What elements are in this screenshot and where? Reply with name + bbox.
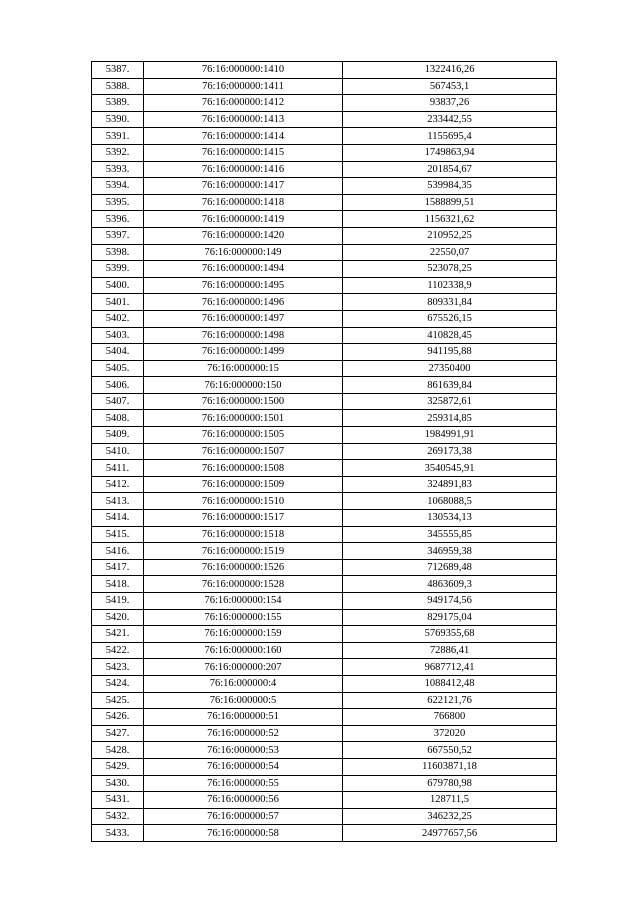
row-number-cell: 5419.: [92, 593, 144, 610]
cadastral-value-cell: 1088412,48: [343, 675, 557, 692]
cadastral-number-cell: 76:16:000000:1412: [144, 95, 343, 112]
table-row: [92, 675, 557, 692]
table-row: [92, 261, 557, 278]
cadastral-value-cell: 22550,07: [343, 244, 557, 261]
cadastral-value-cell: 72886,41: [343, 642, 557, 659]
cadastral-number-cell: 76:16:000000:1413: [144, 111, 343, 128]
cadastral-value-cell: 5769355,68: [343, 626, 557, 643]
cadastral-number-cell: 76:16:000000:1416: [144, 161, 343, 178]
cadastral-value-cell: 1588899,51: [343, 194, 557, 211]
cadastral-value-cell: 949174,56: [343, 593, 557, 610]
row-number-cell: 5400.: [92, 277, 144, 294]
cadastral-number-cell: 76:16:000000:1420: [144, 227, 343, 244]
table-row: [92, 709, 557, 726]
table-row: [92, 692, 557, 709]
cadastral-value-cell: 128711,5: [343, 792, 557, 809]
cadastral-value-cell: 809331,84: [343, 294, 557, 311]
table-row: [92, 443, 557, 460]
cadastral-number-cell: 76:16:000000:1495: [144, 277, 343, 294]
table-row: [92, 128, 557, 145]
cadastral-value-cell: 24977657,56: [343, 825, 557, 842]
row-number-cell: 5418.: [92, 576, 144, 593]
row-number-cell: 5423.: [92, 659, 144, 676]
cadastral-number-cell: 76:16:000000:58: [144, 825, 343, 842]
row-number-cell: 5425.: [92, 692, 144, 709]
table-row: [92, 277, 557, 294]
table-row: [92, 211, 557, 228]
cadastral-number-cell: 76:16:000000:1507: [144, 443, 343, 460]
cadastral-number-cell: 76:16:000000:207: [144, 659, 343, 676]
cadastral-value-cell: 93837,26: [343, 95, 557, 112]
table-row: [92, 593, 557, 610]
table-row: [92, 510, 557, 527]
cadastral-value-cell: 233442,55: [343, 111, 557, 128]
row-number-cell: 5390.: [92, 111, 144, 128]
row-number-cell: 5416.: [92, 543, 144, 560]
table-row: [92, 161, 557, 178]
cadastral-number-cell: 76:16:000000:1501: [144, 410, 343, 427]
cadastral-number-cell: 76:16:000000:155: [144, 609, 343, 626]
table-row: [92, 95, 557, 112]
cadastral-number-cell: 76:16:000000:56: [144, 792, 343, 809]
cadastral-value-cell: 372020: [343, 725, 557, 742]
row-number-cell: 5415.: [92, 526, 144, 543]
cadastral-number-cell: 76:16:000000:1494: [144, 261, 343, 278]
table-row: [92, 576, 557, 593]
cadastral-number-cell: 76:16:000000:160: [144, 642, 343, 659]
table-row: [92, 310, 557, 327]
table-row: [92, 825, 557, 842]
row-number-cell: 5422.: [92, 642, 144, 659]
row-number-cell: 5387.: [92, 62, 144, 79]
cadastral-value-cell: 130534,13: [343, 510, 557, 527]
row-number-cell: 5406.: [92, 377, 144, 394]
row-number-cell: 5395.: [92, 194, 144, 211]
cadastral-number-cell: 76:16:000000:1510: [144, 493, 343, 510]
row-number-cell: 5421.: [92, 626, 144, 643]
cadastral-number-cell: 76:16:000000:57: [144, 808, 343, 825]
table-row: [92, 360, 557, 377]
cadastral-value-cell: 324891,83: [343, 476, 557, 493]
table-row: [92, 742, 557, 759]
table-body: [92, 62, 557, 842]
cadastral-number-cell: 76:16:000000:4: [144, 675, 343, 692]
cadastral-value-cell: 11603871,18: [343, 758, 557, 775]
cadastral-value-cell: 622121,76: [343, 692, 557, 709]
cadastral-number-cell: 76:16:000000:1411: [144, 78, 343, 95]
table-row: [92, 543, 557, 560]
table-row: [92, 559, 557, 576]
row-number-cell: 5402.: [92, 310, 144, 327]
cadastral-value-cell: 3540545,91: [343, 460, 557, 477]
cadastral-number-cell: 76:16:000000:1496: [144, 294, 343, 311]
cadastral-number-cell: 76:16:000000:1528: [144, 576, 343, 593]
table-row: [92, 244, 557, 261]
cadastral-number-cell: 76:16:000000:1417: [144, 178, 343, 195]
cadastral-value-cell: 1102338,9: [343, 277, 557, 294]
cadastral-value-cell: 325872,61: [343, 393, 557, 410]
row-number-cell: 5420.: [92, 609, 144, 626]
cadastral-value-cell: 675526,15: [343, 310, 557, 327]
row-number-cell: 5401.: [92, 294, 144, 311]
table-row: [92, 393, 557, 410]
table-row: [92, 476, 557, 493]
row-number-cell: 5405.: [92, 360, 144, 377]
cadastral-number-cell: 76:16:000000:51: [144, 709, 343, 726]
table-row: [92, 642, 557, 659]
row-number-cell: 5429.: [92, 758, 144, 775]
row-number-cell: 5392.: [92, 144, 144, 161]
row-number-cell: 5430.: [92, 775, 144, 792]
cadastral-number-cell: 76:16:000000:55: [144, 775, 343, 792]
row-number-cell: 5389.: [92, 95, 144, 112]
cadastral-number-cell: 76:16:000000:1415: [144, 144, 343, 161]
row-number-cell: 5428.: [92, 742, 144, 759]
row-number-cell: 5399.: [92, 261, 144, 278]
row-number-cell: 5407.: [92, 393, 144, 410]
table-row: [92, 659, 557, 676]
cadastral-number-cell: 76:16:000000:1519: [144, 543, 343, 560]
cadastral-value-cell: 1155695,4: [343, 128, 557, 145]
cadastral-value-cell: 259314,85: [343, 410, 557, 427]
cadastral-number-cell: 76:16:000000:1508: [144, 460, 343, 477]
table-row: [92, 609, 557, 626]
row-number-cell: 5409.: [92, 427, 144, 444]
cadastral-number-cell: 76:16:000000:54: [144, 758, 343, 775]
row-number-cell: 5427.: [92, 725, 144, 742]
table-row: [92, 808, 557, 825]
cadastral-value-cell: 4863609,3: [343, 576, 557, 593]
cadastral-number-cell: 76:16:000000:1410: [144, 62, 343, 79]
table-row: [92, 178, 557, 195]
table-row: [92, 792, 557, 809]
table-row: [92, 427, 557, 444]
table-row: [92, 626, 557, 643]
table-row: [92, 758, 557, 775]
table-row: [92, 377, 557, 394]
cadastral-number-cell: 76:16:000000:1500: [144, 393, 343, 410]
row-number-cell: 5433.: [92, 825, 144, 842]
cadastral-number-cell: 76:16:000000:1518: [144, 526, 343, 543]
table-row: [92, 493, 557, 510]
row-number-cell: 5394.: [92, 178, 144, 195]
row-number-cell: 5398.: [92, 244, 144, 261]
table-row: [92, 144, 557, 161]
cadastral-value-cell: 269173,38: [343, 443, 557, 460]
cadastral-value-cell: 539984,35: [343, 178, 557, 195]
cadastral-number-cell: 76:16:000000:150: [144, 377, 343, 394]
cadastral-number-cell: 76:16:000000:1414: [144, 128, 343, 145]
cadastral-value-cell: 1984991,91: [343, 427, 557, 444]
table-row: [92, 294, 557, 311]
cadastral-value-cell: 9687712,41: [343, 659, 557, 676]
table-row: [92, 194, 557, 211]
row-number-cell: 5413.: [92, 493, 144, 510]
table-row: [92, 227, 557, 244]
cadastral-number-cell: 76:16:000000:1418: [144, 194, 343, 211]
row-number-cell: 5426.: [92, 709, 144, 726]
row-number-cell: 5412.: [92, 476, 144, 493]
table-row: [92, 62, 557, 79]
row-number-cell: 5404.: [92, 344, 144, 361]
cadastral-number-cell: 76:16:000000:53: [144, 742, 343, 759]
cadastral-number-cell: 76:16:000000:149: [144, 244, 343, 261]
row-number-cell: 5393.: [92, 161, 144, 178]
table-row: [92, 775, 557, 792]
table-row: [92, 111, 557, 128]
cadastral-value-cell: 210952,25: [343, 227, 557, 244]
cadastral-number-cell: 76:16:000000:154: [144, 593, 343, 610]
row-number-cell: 5411.: [92, 460, 144, 477]
cadastral-value-cell: 567453,1: [343, 78, 557, 95]
cadastral-value-cell: 766800: [343, 709, 557, 726]
row-number-cell: 5397.: [92, 227, 144, 244]
cadastral-number-cell: 76:16:000000:1498: [144, 327, 343, 344]
cadastral-value-cell: 712689,48: [343, 559, 557, 576]
table-row: [92, 526, 557, 543]
cadastral-value-cell: 941195,88: [343, 344, 557, 361]
cadastral-number-cell: 76:16:000000:1526: [144, 559, 343, 576]
table-row: [92, 410, 557, 427]
cadastral-value-cell: 346232,25: [343, 808, 557, 825]
cadastral-number-cell: 76:16:000000:1419: [144, 211, 343, 228]
row-number-cell: 5408.: [92, 410, 144, 427]
cadastral-number-cell: 76:16:000000:5: [144, 692, 343, 709]
row-number-cell: 5417.: [92, 559, 144, 576]
cadastral-value-cell: 345555,85: [343, 526, 557, 543]
table-row: [92, 460, 557, 477]
cadastral-number-cell: 76:16:000000:1509: [144, 476, 343, 493]
row-number-cell: 5403.: [92, 327, 144, 344]
cadastral-value-cell: 1156321,62: [343, 211, 557, 228]
table-row: [92, 327, 557, 344]
cadastral-value-cell: 410828,45: [343, 327, 557, 344]
cadastral-value-cell: 346959,38: [343, 543, 557, 560]
cadastral-value-cell: 1322416,26: [343, 62, 557, 79]
cadastral-number-cell: 76:16:000000:52: [144, 725, 343, 742]
table-row: [92, 344, 557, 361]
cadastral-value-cell: 1068088,5: [343, 493, 557, 510]
cadastral-value-cell: 829175,04: [343, 609, 557, 626]
cadastral-number-cell: 76:16:000000:1499: [144, 344, 343, 361]
cadastral-value-cell: 667550,52: [343, 742, 557, 759]
row-number-cell: 5432.: [92, 808, 144, 825]
cadastral-value-cell: 861639,84: [343, 377, 557, 394]
row-number-cell: 5414.: [92, 510, 144, 527]
row-number-cell: 5424.: [92, 675, 144, 692]
cadastral-number-cell: 76:16:000000:1497: [144, 310, 343, 327]
cadastral-number-cell: 76:16:000000:15: [144, 360, 343, 377]
row-number-cell: 5388.: [92, 78, 144, 95]
cadastral-value-cell: 523078,25: [343, 261, 557, 278]
cadastral-value-cell: 201854,67: [343, 161, 557, 178]
table-row: [92, 725, 557, 742]
cadastral-number-cell: 76:16:000000:1517: [144, 510, 343, 527]
cadastral-number-cell: 76:16:000000:1505: [144, 427, 343, 444]
cadastral-value-cell: 1749863,94: [343, 144, 557, 161]
cadastral-number-cell: 76:16:000000:159: [144, 626, 343, 643]
row-number-cell: 5410.: [92, 443, 144, 460]
row-number-cell: 5396.: [92, 211, 144, 228]
cadastral-value-cell: 679780,98: [343, 775, 557, 792]
row-number-cell: 5431.: [92, 792, 144, 809]
cadastral-value-cell: 27350400: [343, 360, 557, 377]
row-number-cell: 5391.: [92, 128, 144, 145]
cadastral-value-table: [91, 61, 557, 842]
table-row: [92, 78, 557, 95]
